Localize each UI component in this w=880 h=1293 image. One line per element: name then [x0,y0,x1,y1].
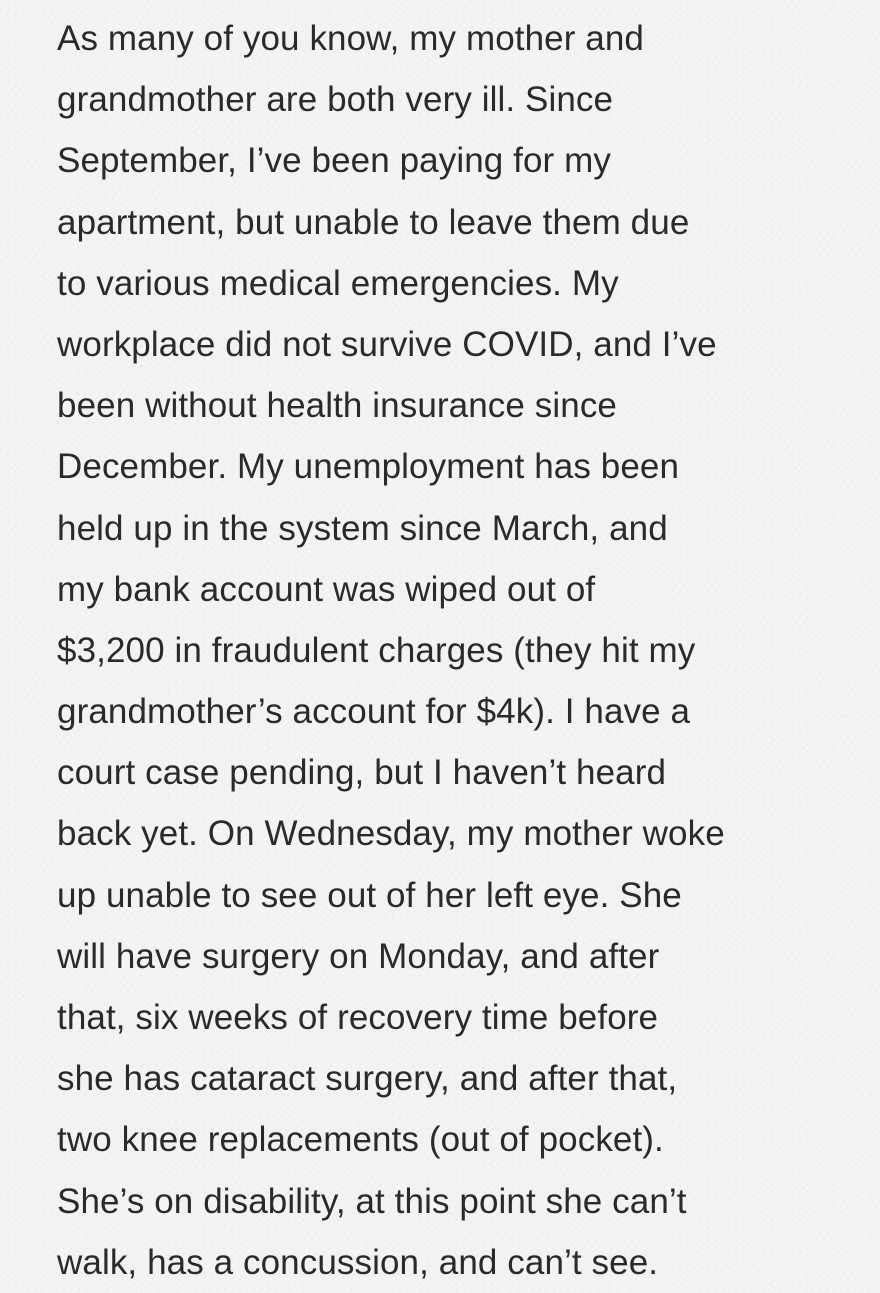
note-line: She’s on disability, at this point she can’t [57,1181,687,1221]
note-line: court case pending, but I haven’t heard [57,753,667,793]
note-body-text [57,8,880,1293]
note-line: workplace did not survive COVID, and I’ve [57,324,717,364]
note-line: up unable to see out of her left eye. She [57,875,682,915]
note-line: that, six weeks of recovery time before [57,998,659,1037]
note-line: she has cataract surgery, and after that, [57,1059,678,1099]
note-line: grandmother are both very ill. Since [57,80,614,120]
note-line: December. My unemployment has been [57,447,680,487]
note-line: my bank account was wiped out of [57,569,596,609]
note-line: to various medical emergencies. My [57,263,619,303]
note-line: apartment, but unable to leave them due [57,202,690,242]
note-line: been without health insurance since [57,386,617,426]
note-line: $3,200 in fraudulent charges (they hit my [57,630,696,670]
note-line: will have surgery on Monday, and after [57,936,660,976]
note-line: back yet. On Wednesday, my mother woke [57,814,725,854]
note-line: two knee replacements (out of pocket). [57,1120,664,1160]
note-line: As many of you know, my mother and [57,19,645,58]
note-line: held up in the system since March, and [57,508,668,548]
note-line: grandmother’s account for $4k). I have a [57,692,691,732]
note-line: walk, has a concussion, and can’t see. [57,1242,659,1282]
note-line: September, I’ve been paying for my [57,141,611,181]
